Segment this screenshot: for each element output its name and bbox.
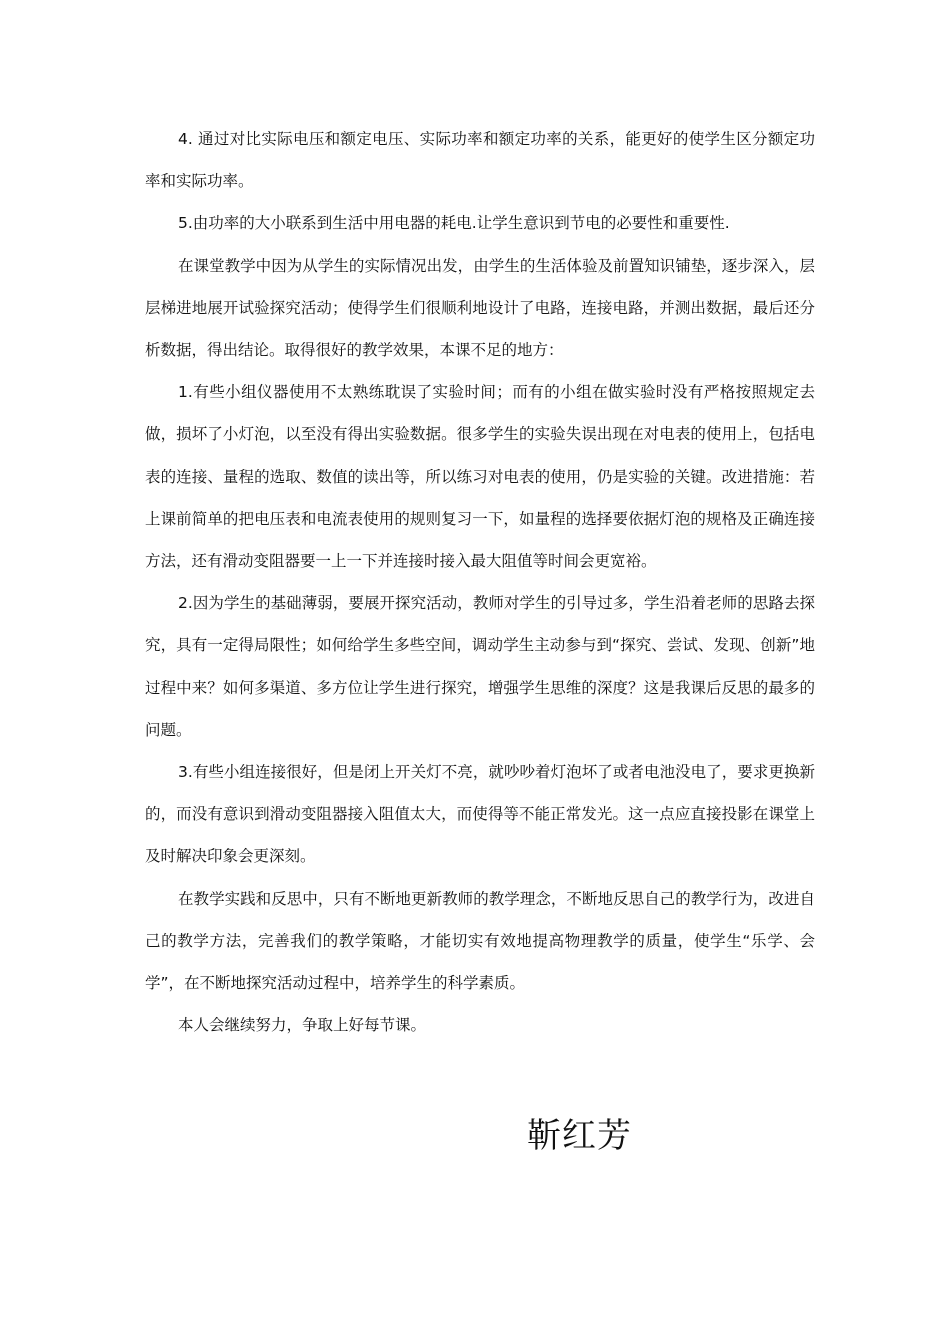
paragraph-point-5: 5.由功率的大小联系到生活中用电器的耗电.让学生意识到节电的必要性和重要性.	[178, 214, 730, 233]
paragraph-point-4: 4. 通过对比实际电压和额定电压、实际功率和额定功率的关系，能更好的使学生区分额定功率和实际功率。	[145, 130, 815, 191]
paragraph-shortcoming-1: 1.有些小组仪器使用不太熟练耽误了实验时间；而有的小组在做实验时没有严格按照规定去做，损坏了小灯泡，以至没有得出实验数据。很多学生的实验失误出现在对电表的使用上，包括电表的连接、量程的选取、数值的读出等，所以练习对电表的使用，仍是实验的关键。改进措施：若上课前简单的把电压表和电流表使用的规则复习一下，如量程的选择要依据灯泡的规格及正确连接方法，还有滑动变阻器要一上一下并连接时接入最大阻值等时间会更宽裕。	[145, 383, 815, 571]
document-body	[145, 118, 815, 1046]
paragraph-shortcoming-3: 3.有些小组连接很好，但是闭上开关灯不亮，就吵吵着灯泡坏了或者电池没电了，要求更换新的，而没有意识到滑动变阻器接入阻值太大，而使得等不能正常发光。这一点应直接投影在课堂上及时解决印象会更深刻。	[145, 763, 815, 866]
paragraph-closing: 本人会继续努力，争取上好每节课。	[178, 1016, 427, 1035]
author-signature: 靳红芳	[527, 1116, 632, 1156]
paragraph-reflection: 在教学实践和反思中，只有不断地更新教师的教学理念，不断地反思自己的教学行为，改进自己的教学方法，完善我们的教学策略，才能切实有效地提高物理教学的质量，使学生“乐学、会学”，在不断地探究活动过程中，培养学生的科学素质。	[145, 889, 815, 993]
paragraph-summary: 在课堂教学中因为从学生的实际情况出发，由学生的生活体验及前置知识铺垫，逐步深入，层层梯进地展开试验探究活动；使得学生们很顺利地设计了电路，连接电路，并测出数据，最后还分析数据，得出结论。取得很好的教学效果，本课不足的地方：	[145, 256, 815, 360]
paragraph-shortcoming-2: 2.因为学生的基础薄弱，要展开探究活动，教师对学生的引导过多，学生沿着老师的思路去探究，具有一定得局限性；如何给学生多些空间，调动学生主动参与到“探究、尝试、发现、创新”地过程中来？如何多渠道、多方位让学生进行探究，增强学生思维的深度？这是我课后反思的最多的问题。	[145, 594, 815, 739]
